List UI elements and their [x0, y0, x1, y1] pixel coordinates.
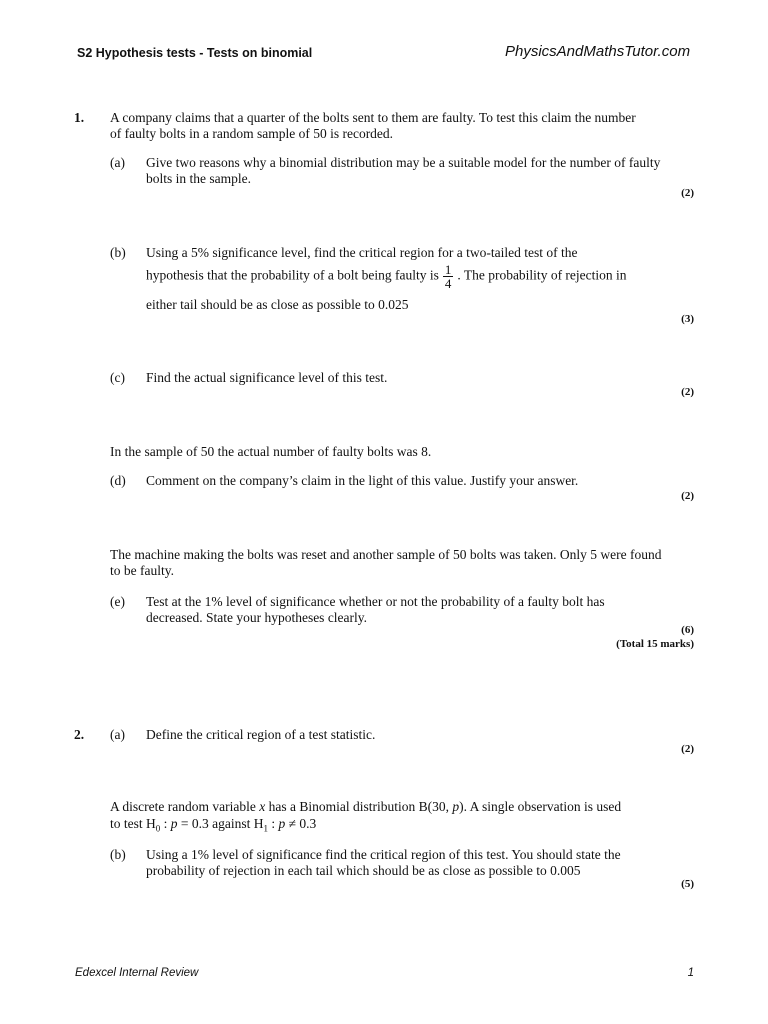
header-site: PhysicsAndMathsTutor.com — [505, 43, 691, 60]
q2-h0-sub: 0 — [155, 823, 161, 834]
q1a-text: Give two reasons why a binomial distribution may be a suitable model for the number of faulty bolts in the sample. — [146, 155, 661, 186]
q1b-line1: Using a 5% significance level, find the critical region for a two-tailed test of the — [146, 245, 578, 260]
q1c-text: Find the actual significance level of this test. — [146, 370, 388, 385]
frac-denominator: 4 — [444, 276, 452, 291]
q2b-label: (b) — [110, 847, 126, 862]
q2-h1-sub: 1 — [263, 823, 268, 834]
q2-h0-prefix: to test H — [110, 816, 156, 831]
q1-reset-text: The machine making the bolts was reset and another sample of 50 bolts was taken. Only 5 were found to be faulty. — [110, 547, 662, 578]
q2a-marks: (2) — [681, 743, 694, 755]
q2-var-x: x — [259, 799, 266, 814]
q2b-text: Using a 1% level of significance find the critical region of this test. You should state the probability of rejection in each tail which should be as close as possible to 0.005 — [146, 847, 621, 878]
q1b-line2 — [146, 263, 686, 290]
frac-numerator: 1 — [444, 262, 452, 277]
q1d-marks: (2) — [681, 490, 694, 502]
q2-number: 2. — [74, 727, 85, 742]
page-number: 1 — [687, 967, 694, 979]
q1e-text: Test at the 1% level of significance whether or not the probability of a faulty bolt has decreased. State your hypotheses clearly. — [146, 594, 605, 625]
q1d-label: (d) — [110, 473, 126, 488]
q2-h1-value: ≠ 0.3 — [285, 816, 317, 831]
q2a-text: Define the critical region of a test statistic. — [146, 727, 376, 742]
q1b-line2-pre: hypothesis that the probability of a bolt being faulty is — [146, 267, 439, 283]
q2-h1-p: p — [278, 816, 286, 831]
header-title: S2 Hypothesis tests - Tests on binomial — [77, 46, 313, 60]
q1b-label: (b) — [110, 245, 126, 260]
q1e-marks: (6) — [681, 624, 694, 636]
q2-intro-line2 — [110, 816, 670, 837]
q1c-label: (c) — [110, 370, 125, 385]
q1b-line3: either tail should be as close as possible to 0.025 — [146, 297, 409, 312]
footer-source: Edexcel Internal Review — [75, 967, 199, 979]
q2-var-p: p — [452, 799, 460, 814]
q1-sample-text: In the sample of 50 the actual number of faulty bolts was 8. — [110, 444, 432, 459]
q1c-marks: (2) — [681, 386, 694, 398]
q2-h0-p: p — [170, 816, 178, 831]
q1-total-marks: (Total 15 marks) — [616, 638, 694, 650]
q2-h0-colon: : — [160, 816, 171, 831]
q1-number: 1. — [74, 110, 85, 125]
q2a-label: (a) — [110, 727, 125, 742]
q2-h0-value: = 0.3 against H — [177, 816, 264, 831]
q2-intro-mid: has a Binomial distribution B(30, — [265, 799, 453, 814]
q2-h1-colon: : — [268, 816, 279, 831]
q1d-text: Comment on the company’s claim in the light of this value. Justify your answer. — [146, 473, 579, 488]
q1b-line2-post: . The probability of rejection in — [457, 267, 627, 283]
q2-intro-pre: A discrete random variable — [110, 799, 260, 814]
q2-intro-line1 — [110, 799, 670, 815]
q2b-marks: (5) — [681, 878, 694, 890]
q2-intro-post: ). A single observation is used — [459, 799, 622, 814]
q1a-marks: (2) — [681, 187, 694, 199]
fraction-one-quarter — [443, 263, 454, 290]
q1a-label: (a) — [110, 155, 125, 170]
q1b-marks: (3) — [681, 313, 694, 325]
q1-intro: A company claims that a quarter of the bolts sent to them are faulty. To test this claim the number of faulty bolts in a random sample of 50 is recorded. — [110, 110, 636, 141]
q1e-label: (e) — [110, 594, 125, 609]
